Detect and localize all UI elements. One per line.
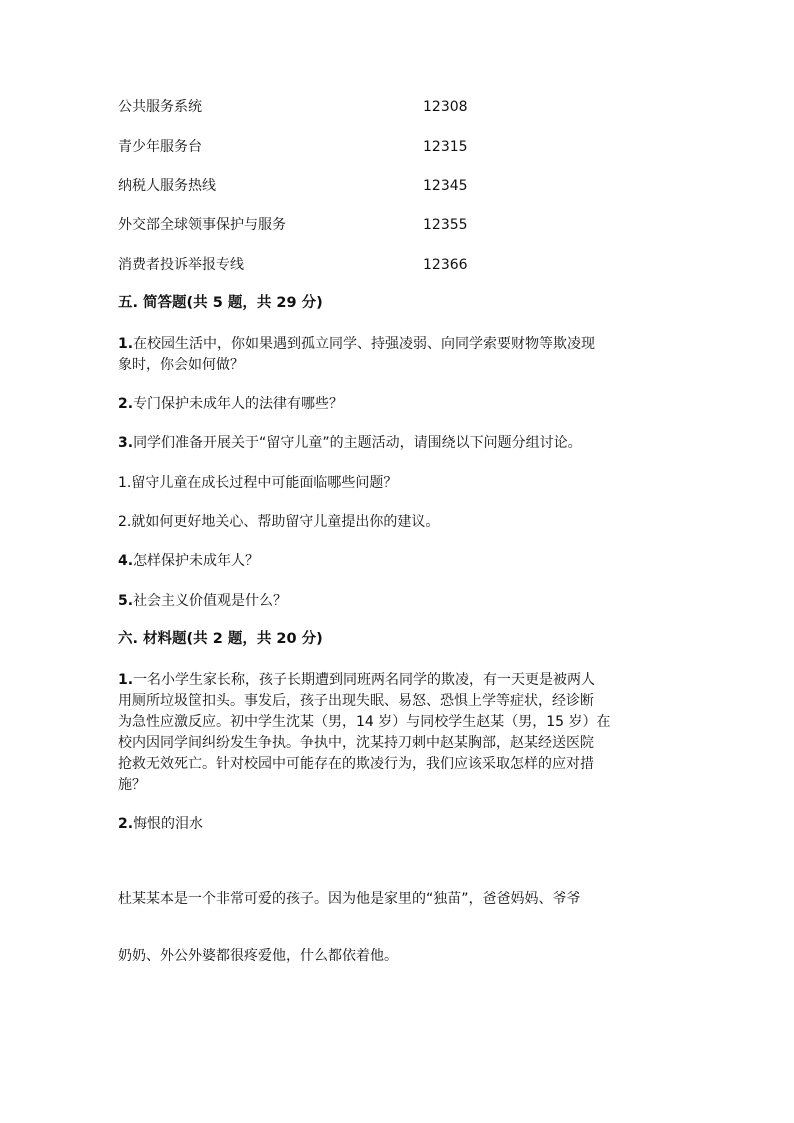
hotline-name: 公共服务系统: [118, 99, 202, 115]
hotline-number: 12366: [423, 257, 468, 273]
sub-question-text: 就如何更好地关心、帮助留守儿童提出你的建议。: [131, 514, 440, 530]
sub-question-text: 留守儿童在成长过程中可能面临哪些问题？: [131, 475, 398, 491]
section-heading: 六. 材料题(共 2 题，共 20 分): [118, 631, 323, 647]
question-item: [118, 393, 343, 415]
material-title: 悔恨的泪水: [133, 816, 204, 832]
story-line: 奶奶、外公外婆都很疼爱他，什么都依着他。: [118, 948, 398, 964]
question-text: 同学们准备开展关于“留守儿童”的主题活动，请围绕以下问题分组讨论。: [133, 435, 582, 451]
question-number: 2.: [118, 816, 134, 832]
hotline-name: 外交部全球领事保护与服务: [118, 217, 286, 233]
question-number: 1.: [118, 336, 134, 352]
material-text-line: 为急性应激反应。初中学生沈某（男，14 岁）与同校学生赵某（男，15 岁）在: [118, 714, 611, 730]
question-item: [118, 590, 287, 612]
question-text-continued: 象时，你会如何做？: [118, 357, 244, 373]
material-question: [118, 669, 595, 691]
sub-question-number: 2.: [118, 514, 132, 530]
section-heading: 五. 简答题(共 5 题，共 29 分): [118, 295, 323, 311]
hotline-number: 12355: [423, 217, 468, 233]
sub-question-item: [118, 511, 439, 533]
question-item: [118, 432, 582, 454]
material-text-line: 用厕所垃圾筐扣头。事发后，孩子出现失眠、易怒、恐惧上学等症状，经诊断: [118, 693, 594, 709]
material-text-line: 抢救无效死亡。针对校园中可能存在的欺凌行为，我们应该采取怎样的应对措: [118, 756, 594, 772]
hotline-name: 消费者投诉举报专线: [118, 257, 244, 273]
hotline-number: 12308: [423, 99, 468, 115]
question-text: 专门保护未成年人的法律有哪些？: [133, 396, 344, 412]
question-number: 2.: [118, 396, 134, 412]
question-text: 怎样保护未成年人？: [133, 553, 260, 569]
hotline-name: 纳税人服务热线: [118, 178, 216, 194]
material-question: [118, 813, 203, 835]
material-text-line: 一名小学生家长称，孩子长期遭到同班两名同学的欺凌，有一天更是被两人: [133, 672, 596, 688]
hotline-number: 12315: [423, 139, 468, 155]
question-number: 3.: [118, 435, 134, 451]
hotline-name: 青少年服务台: [118, 139, 202, 155]
question-item: [118, 333, 595, 355]
material-text-line: 施？: [118, 777, 146, 793]
story-line: 杜某某本是一个非常可爱的孩子。因为他是家里的“独苗”，爸爸妈妈、爷爷: [118, 891, 581, 907]
question-text: 在校园生活中，你如果遇到孤立同学、持强凌弱、向同学索要财物等欺凌现: [133, 336, 596, 352]
sub-question-item: [118, 472, 397, 494]
question-text: 社会主义价值观是什么？: [133, 593, 288, 609]
hotline-number: 12345: [423, 178, 468, 194]
question-number: 4.: [118, 553, 134, 569]
question-item: [118, 550, 259, 572]
sub-question-number: 1.: [118, 475, 132, 491]
material-text-line: 校内因同学间纠纷发生争执。争执中，沈某持刀刺中赵某胸部，赵某经送医院: [118, 735, 594, 751]
question-number: 1.: [118, 672, 134, 688]
question-number: 5.: [118, 593, 134, 609]
